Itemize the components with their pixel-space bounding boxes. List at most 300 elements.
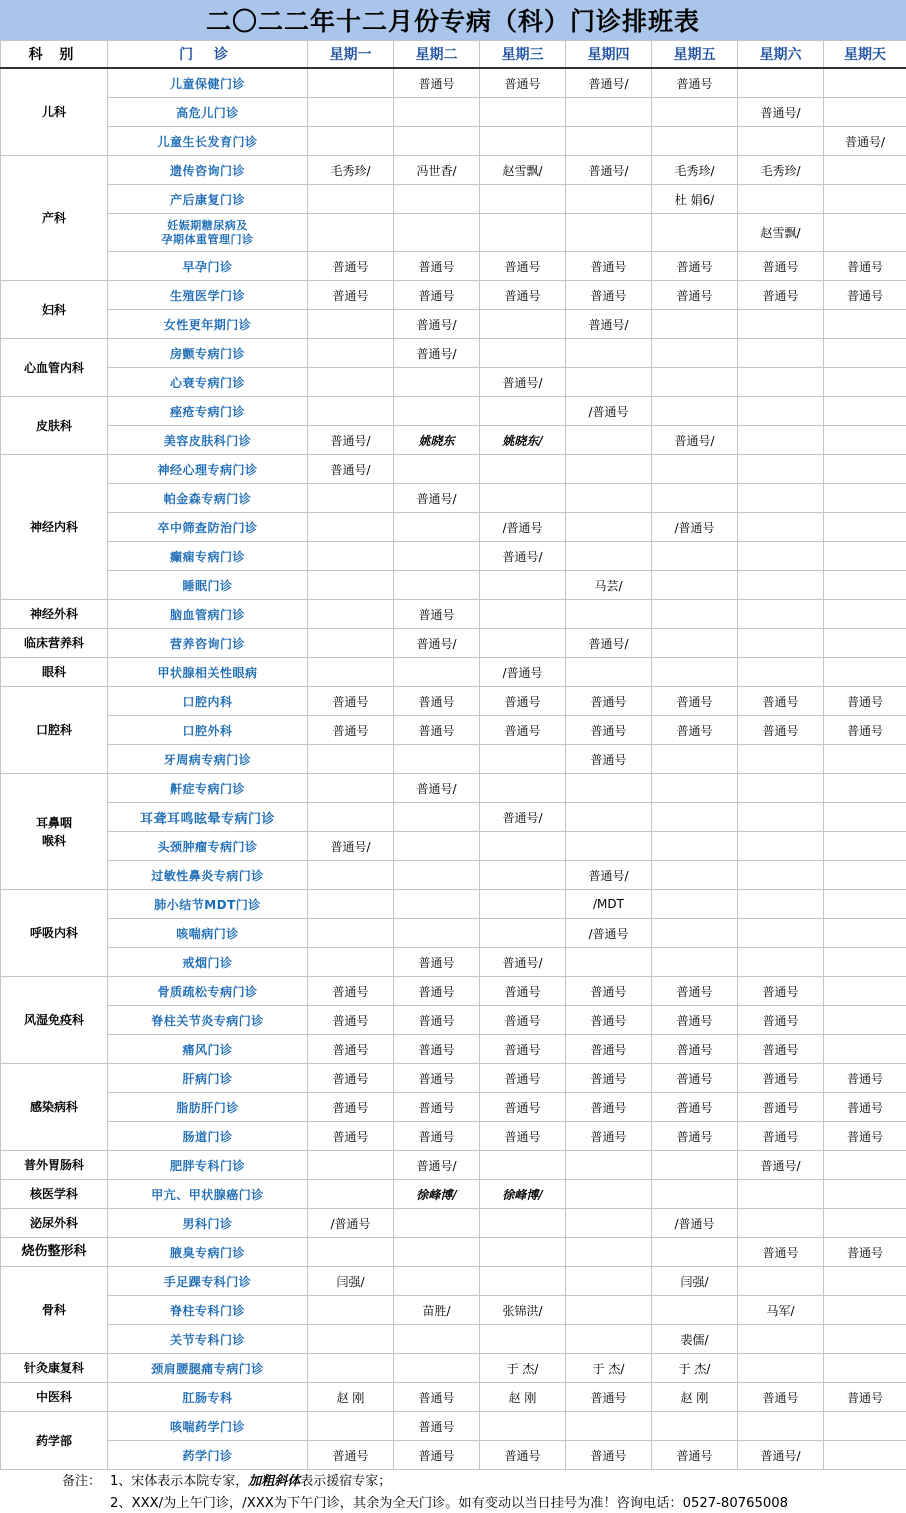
clinic-cell: 鼾症专病门诊 <box>108 774 308 803</box>
schedule-cell <box>480 600 566 629</box>
schedule-cell: 普通号 <box>652 1122 738 1151</box>
schedule-cell <box>566 214 652 252</box>
page-title: 二〇二二年十二月份专病（科）门诊排班表 <box>0 0 906 41</box>
schedule-cell: 普通号 <box>738 1383 824 1412</box>
schedule-cell: 普通号/ <box>652 426 738 455</box>
department-cell: 妇科 <box>1 281 108 339</box>
clinic-cell: 心衰专病门诊 <box>108 368 308 397</box>
schedule-cell: /普通号 <box>480 513 566 542</box>
schedule-cell: 普通号 <box>308 977 394 1006</box>
schedule-cell <box>824 1151 906 1180</box>
clinic-cell: 生殖医学门诊 <box>108 281 308 310</box>
schedule-cell: 闫强/ <box>652 1267 738 1296</box>
schedule-cell <box>308 368 394 397</box>
schedule-cell <box>652 658 738 687</box>
schedule-cell: 于 杰/ <box>480 1354 566 1383</box>
department-cell: 泌尿外科 <box>1 1209 108 1238</box>
clinic-cell: 牙周病专病门诊 <box>108 745 308 774</box>
schedule-cell <box>738 310 824 339</box>
schedule-cell <box>738 455 824 484</box>
schedule-cell <box>652 339 738 368</box>
header-wednesday: 星期三 <box>480 41 566 69</box>
clinic-cell: 高危儿门诊 <box>108 98 308 127</box>
schedule-cell: 普通号 <box>308 252 394 281</box>
table-row <box>1 1093 906 1122</box>
schedule-cell <box>480 629 566 658</box>
table-row <box>1 455 906 484</box>
schedule-cell <box>480 1151 566 1180</box>
table-row <box>1 716 906 745</box>
schedule-cell <box>824 1296 906 1325</box>
schedule-cell: 赵雪飘/ <box>480 156 566 185</box>
clinic-cell: 营养咨询门诊 <box>108 629 308 658</box>
department-cell: 中医科 <box>1 1383 108 1412</box>
schedule-cell: 普通号 <box>566 977 652 1006</box>
schedule-cell: 普通号/ <box>394 774 480 803</box>
schedule-cell <box>308 339 394 368</box>
table-row <box>1 948 906 977</box>
schedule-cell <box>652 745 738 774</box>
schedule-cell: 普通号 <box>566 716 652 745</box>
clinic-cell: 肺小结节MDT门诊 <box>108 890 308 919</box>
schedule-cell <box>738 774 824 803</box>
schedule-cell <box>308 1354 394 1383</box>
schedule-cell <box>652 1238 738 1267</box>
table-row <box>1 629 906 658</box>
schedule-cell: 普通号 <box>738 977 824 1006</box>
schedule-cell <box>824 1035 906 1064</box>
schedule-cell <box>480 890 566 919</box>
clinic-cell: 甲状腺相关性眼病 <box>108 658 308 687</box>
schedule-cell <box>480 832 566 861</box>
department-cell: 儿科 <box>1 68 108 156</box>
schedule-cell <box>480 455 566 484</box>
schedule-cell <box>824 774 906 803</box>
schedule-cell: 毛秀珍/ <box>308 156 394 185</box>
schedule-cell: 普通号 <box>394 1064 480 1093</box>
schedule-cell <box>566 1238 652 1267</box>
schedule-cell: 普通号 <box>824 687 906 716</box>
schedule-cell: 普通号 <box>738 1035 824 1064</box>
clinic-cell: 神经心理专病门诊 <box>108 455 308 484</box>
schedule-cell <box>480 571 566 600</box>
table-row <box>1 600 906 629</box>
schedule-cell <box>394 127 480 156</box>
schedule-cell: 普通号 <box>566 1035 652 1064</box>
clinic-cell: 骨质疏松专病门诊 <box>108 977 308 1006</box>
schedule-cell <box>824 484 906 513</box>
schedule-cell: 杜 娟6/ <box>652 185 738 214</box>
schedule-cell <box>566 1180 652 1209</box>
schedule-cell: 普通号 <box>308 1441 394 1470</box>
schedule-cell: 普通号 <box>824 716 906 745</box>
schedule-cell <box>738 629 824 658</box>
department-cell: 皮肤科 <box>1 397 108 455</box>
header-monday: 星期一 <box>308 41 394 69</box>
department-cell: 呼吸内科 <box>1 890 108 977</box>
schedule-cell: 普通号 <box>824 1093 906 1122</box>
schedule-cell: 普通号 <box>738 1238 824 1267</box>
schedule-cell <box>566 948 652 977</box>
department-cell: 口腔科 <box>1 687 108 774</box>
schedule-cell <box>824 658 906 687</box>
table-row <box>1 339 906 368</box>
schedule-cell <box>824 68 906 98</box>
schedule-cell <box>652 455 738 484</box>
schedule-cell: 马军/ <box>738 1296 824 1325</box>
schedule-cell: 普通号 <box>480 1064 566 1093</box>
schedule-cell <box>738 600 824 629</box>
schedule-cell <box>652 803 738 832</box>
schedule-cell: 普通号/ <box>566 68 652 98</box>
schedule-cell <box>738 1180 824 1209</box>
schedule-cell: 普通号 <box>394 1441 480 1470</box>
schedule-cell: 普通号/ <box>308 455 394 484</box>
schedule-cell: 普通号/ <box>480 948 566 977</box>
schedule-cell: 冯世香/ <box>394 156 480 185</box>
schedule-cell <box>566 774 652 803</box>
schedule-cell: 普通号/ <box>566 861 652 890</box>
schedule-cell: 普通号 <box>652 252 738 281</box>
schedule-cell: 普通号 <box>566 252 652 281</box>
clinic-cell: 口腔内科 <box>108 687 308 716</box>
clinic-cell: 戒烟门诊 <box>108 948 308 977</box>
schedule-cell <box>738 1412 824 1441</box>
schedule-cell: 普通号 <box>308 716 394 745</box>
clinic-cell: 过敏性鼻炎专病门诊 <box>108 861 308 890</box>
schedule-table <box>0 40 906 1470</box>
table-row <box>1 156 906 185</box>
schedule-cell <box>394 803 480 832</box>
schedule-cell <box>308 919 394 948</box>
schedule-cell <box>824 339 906 368</box>
table-row <box>1 774 906 803</box>
table-row <box>1 1035 906 1064</box>
schedule-cell: 普通号/ <box>308 832 394 861</box>
schedule-cell <box>394 832 480 861</box>
table-row <box>1 426 906 455</box>
schedule-cell: 普通号 <box>566 281 652 310</box>
clinic-cell: 儿童生长发育门诊 <box>108 127 308 156</box>
schedule-cell <box>480 214 566 252</box>
schedule-cell: 普通号 <box>566 1122 652 1151</box>
schedule-cell <box>824 861 906 890</box>
clinic-cell: 美容皮肤科门诊 <box>108 426 308 455</box>
schedule-cell <box>824 919 906 948</box>
schedule-cell <box>566 542 652 571</box>
schedule-cell <box>566 1151 652 1180</box>
schedule-cell: 普通号 <box>738 281 824 310</box>
table-row <box>1 1209 906 1238</box>
schedule-cell <box>824 426 906 455</box>
schedule-cell <box>824 1354 906 1383</box>
schedule-cell: 普通号 <box>308 1093 394 1122</box>
schedule-cell: 普通号 <box>738 1093 824 1122</box>
clinic-cell: 手足踝专科门诊 <box>108 1267 308 1296</box>
clinic-cell: 关节专科门诊 <box>108 1325 308 1354</box>
schedule-cell: 赵 刚 <box>308 1383 394 1412</box>
schedule-cell <box>652 397 738 426</box>
schedule-cell: 普通号 <box>308 1035 394 1064</box>
clinic-cell: 房颤专病门诊 <box>108 339 308 368</box>
schedule-cell: 普通号 <box>824 1122 906 1151</box>
schedule-cell <box>566 127 652 156</box>
schedule-cell: 普通号 <box>480 1006 566 1035</box>
schedule-body <box>1 68 906 1470</box>
schedule-cell <box>480 310 566 339</box>
clinic-cell: 肝病门诊 <box>108 1064 308 1093</box>
schedule-cell: 普通号 <box>566 1383 652 1412</box>
schedule-cell: 普通号 <box>480 687 566 716</box>
schedule-cell <box>394 1354 480 1383</box>
table-row <box>1 890 906 919</box>
table-row <box>1 1238 906 1267</box>
schedule-cell <box>566 803 652 832</box>
schedule-cell: 普通号 <box>480 977 566 1006</box>
notes-label: 备注： <box>62 1474 102 1489</box>
schedule-cell: 普通号 <box>566 1441 652 1470</box>
schedule-cell <box>738 339 824 368</box>
schedule-cell: 普通号/ <box>566 629 652 658</box>
schedule-cell: 普通号 <box>738 252 824 281</box>
clinic-cell: 耳聋耳鸣眩晕专病门诊 <box>108 803 308 832</box>
schedule-cell <box>480 1209 566 1238</box>
schedule-cell: 普通号 <box>738 1006 824 1035</box>
schedule-cell <box>738 1209 824 1238</box>
schedule-cell: 普通号 <box>566 687 652 716</box>
schedule-cell: /普通号 <box>652 1209 738 1238</box>
clinic-cell: 痛风门诊 <box>108 1035 308 1064</box>
schedule-cell <box>824 185 906 214</box>
clinic-cell: 颈肩腰腿痛专病门诊 <box>108 1354 308 1383</box>
schedule-cell: 姚晓东 <box>394 426 480 455</box>
schedule-cell <box>308 185 394 214</box>
schedule-cell <box>566 513 652 542</box>
table-row <box>1 281 906 310</box>
header-thursday: 星期四 <box>566 41 652 69</box>
schedule-cell <box>824 542 906 571</box>
schedule-cell: 苗胜/ <box>394 1296 480 1325</box>
schedule-cell <box>308 1296 394 1325</box>
schedule-cell: 普通号 <box>394 948 480 977</box>
schedule-cell: 普通号/ <box>394 1151 480 1180</box>
header-department: 科 别 <box>1 41 108 69</box>
clinic-cell: 遗传咨询门诊 <box>108 156 308 185</box>
schedule-cell <box>566 658 652 687</box>
schedule-cell: 普通号 <box>394 1383 480 1412</box>
schedule-cell: 毛秀珍/ <box>738 156 824 185</box>
schedule-cell <box>652 214 738 252</box>
schedule-cell: 普通号/ <box>480 803 566 832</box>
schedule-cell <box>394 890 480 919</box>
schedule-cell <box>738 745 824 774</box>
schedule-cell <box>824 1325 906 1354</box>
schedule-cell <box>394 368 480 397</box>
table-row <box>1 98 906 127</box>
schedule-cell: 普通号 <box>308 281 394 310</box>
schedule-cell <box>308 861 394 890</box>
schedule-cell: 普通号 <box>738 716 824 745</box>
schedule-cell: 普通号 <box>824 1064 906 1093</box>
schedule-cell: /普通号 <box>308 1209 394 1238</box>
schedule-cell: 普通号 <box>480 281 566 310</box>
schedule-cell <box>652 1412 738 1441</box>
clinic-cell: 脑血管病门诊 <box>108 600 308 629</box>
department-cell: 核医学科 <box>1 1180 108 1209</box>
clinic-cell: 产后康复门诊 <box>108 185 308 214</box>
schedule-cell: 普通号 <box>824 252 906 281</box>
schedule-cell <box>566 98 652 127</box>
schedule-cell <box>308 98 394 127</box>
schedule-cell <box>652 98 738 127</box>
header-friday: 星期五 <box>652 41 738 69</box>
schedule-cell <box>394 513 480 542</box>
note-1-text-a: 1、宋体表示本院专家， <box>110 1474 249 1489</box>
department-cell: 心血管内科 <box>1 339 108 397</box>
schedule-cell <box>480 185 566 214</box>
schedule-cell <box>652 127 738 156</box>
schedule-cell: 普通号 <box>652 1064 738 1093</box>
schedule-cell <box>308 658 394 687</box>
note-line-2: 2、XXX/为上午门诊，/XXX为下午门诊，其余为全天门诊。如有变动以当日挂号为准！咨询电话：0527-80765008 <box>110 1496 789 1511</box>
schedule-cell <box>394 919 480 948</box>
schedule-cell: 姚晓东/ <box>480 426 566 455</box>
schedule-cell <box>394 1238 480 1267</box>
schedule-cell <box>738 513 824 542</box>
schedule-cell: 普通号 <box>394 687 480 716</box>
schedule-cell: 普通号 <box>652 1006 738 1035</box>
schedule-cell: 普通号 <box>566 1006 652 1035</box>
schedule-cell <box>394 745 480 774</box>
schedule-cell <box>738 890 824 919</box>
schedule-cell: 普通号 <box>480 1441 566 1470</box>
table-row <box>1 513 906 542</box>
schedule-cell <box>738 127 824 156</box>
table-row <box>1 484 906 513</box>
department-cell: 耳鼻咽 喉科 <box>1 774 108 890</box>
note-1-text-b: 加粗斜体 <box>248 1474 301 1489</box>
schedule-cell <box>652 1180 738 1209</box>
schedule-cell <box>308 1180 394 1209</box>
table-row <box>1 1064 906 1093</box>
table-row <box>1 1180 906 1209</box>
schedule-cell <box>566 1412 652 1441</box>
schedule-cell <box>394 185 480 214</box>
department-cell: 产科 <box>1 156 108 281</box>
schedule-cell <box>394 397 480 426</box>
header-clinic: 门 诊 <box>108 41 308 69</box>
schedule-cell <box>824 1006 906 1035</box>
note-line-1 <box>110 1470 391 1489</box>
table-row <box>1 542 906 571</box>
clinic-cell: 药学门诊 <box>108 1441 308 1470</box>
schedule-cell <box>308 513 394 542</box>
schedule-cell <box>824 803 906 832</box>
schedule-cell: 普通号 <box>566 1093 652 1122</box>
schedule-cell <box>652 890 738 919</box>
schedule-cell: 普通号/ <box>394 310 480 339</box>
schedule-cell: 普通号 <box>394 716 480 745</box>
department-cell: 临床营养科 <box>1 629 108 658</box>
schedule-cell: 张锦洪/ <box>480 1296 566 1325</box>
schedule-cell <box>308 600 394 629</box>
schedule-cell <box>824 890 906 919</box>
schedule-cell <box>738 658 824 687</box>
clinic-cell: 脊柱关节炎专病门诊 <box>108 1006 308 1035</box>
department-cell: 骨科 <box>1 1267 108 1354</box>
schedule-cell <box>566 426 652 455</box>
table-row <box>1 1354 906 1383</box>
header-tuesday: 星期二 <box>394 41 480 69</box>
schedule-cell: 普通号 <box>480 716 566 745</box>
schedule-cell: 普通号 <box>738 1064 824 1093</box>
schedule-cell: 普通号/ <box>566 156 652 185</box>
clinic-cell: 癫痫专病门诊 <box>108 542 308 571</box>
schedule-cell <box>652 1151 738 1180</box>
schedule-cell <box>824 1209 906 1238</box>
schedule-cell <box>566 832 652 861</box>
schedule-cell: 普通号 <box>394 1035 480 1064</box>
schedule-cell: 普通号 <box>480 252 566 281</box>
schedule-cell <box>824 948 906 977</box>
schedule-cell <box>308 484 394 513</box>
schedule-cell: 普通号/ <box>824 127 906 156</box>
schedule-cell: 普通号 <box>652 977 738 1006</box>
table-row <box>1 658 906 687</box>
schedule-cell <box>308 310 394 339</box>
schedule-cell: 普通号/ <box>480 542 566 571</box>
clinic-cell: 男科门诊 <box>108 1209 308 1238</box>
schedule-cell: 普通号 <box>394 977 480 1006</box>
schedule-cell <box>652 368 738 397</box>
schedule-cell <box>824 1412 906 1441</box>
schedule-cell <box>824 745 906 774</box>
schedule-cell <box>308 1412 394 1441</box>
schedule-cell <box>738 542 824 571</box>
schedule-cell <box>394 455 480 484</box>
schedule-cell <box>480 339 566 368</box>
schedule-cell <box>394 1267 480 1296</box>
schedule-cell: 普通号/ <box>394 339 480 368</box>
schedule-cell: 普通号/ <box>308 426 394 455</box>
schedule-cell <box>824 214 906 252</box>
schedule-cell: 普通号 <box>566 1064 652 1093</box>
schedule-cell <box>394 658 480 687</box>
department-cell: 感染病科 <box>1 1064 108 1151</box>
department-cell: 风湿免疫科 <box>1 977 108 1064</box>
schedule-cell: /普通号 <box>652 513 738 542</box>
clinic-cell: 肠道门诊 <box>108 1122 308 1151</box>
table-row <box>1 977 906 1006</box>
clinic-cell: 痤疮专病门诊 <box>108 397 308 426</box>
schedule-cell <box>480 1325 566 1354</box>
schedule-cell <box>566 1209 652 1238</box>
schedule-cell <box>824 1267 906 1296</box>
schedule-cell: 普通号 <box>652 68 738 98</box>
clinic-cell: 口腔外科 <box>108 716 308 745</box>
schedule-cell <box>652 600 738 629</box>
table-row <box>1 127 906 156</box>
schedule-cell <box>566 1325 652 1354</box>
schedule-cell: 普通号 <box>480 1035 566 1064</box>
schedule-cell <box>738 919 824 948</box>
table-row <box>1 1412 906 1441</box>
department-cell: 眼科 <box>1 658 108 687</box>
table-row <box>1 832 906 861</box>
schedule-cell: 普通号/ <box>738 1151 824 1180</box>
schedule-cell <box>824 600 906 629</box>
schedule-cell <box>480 745 566 774</box>
